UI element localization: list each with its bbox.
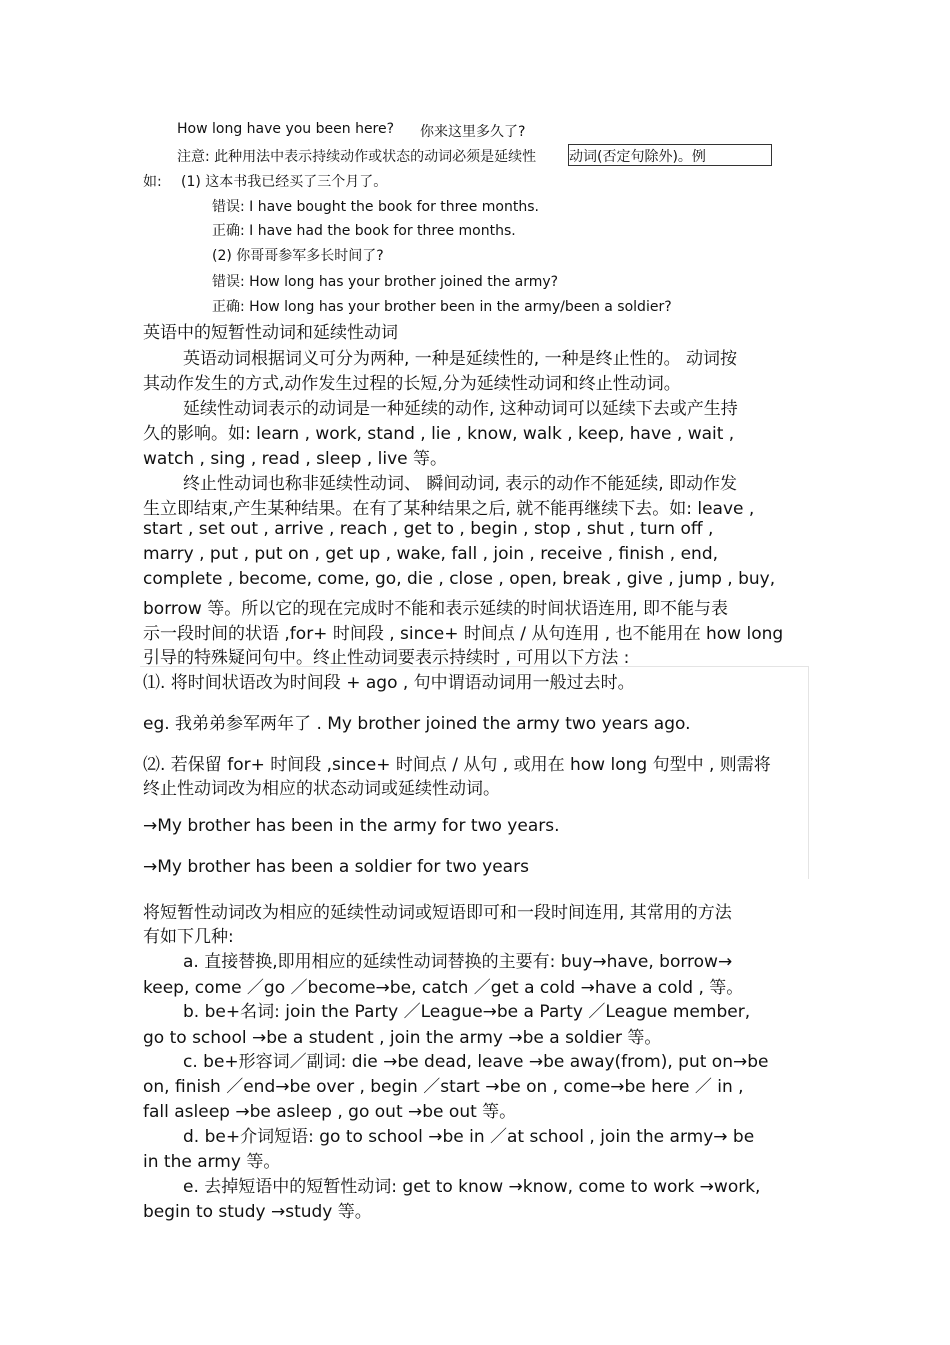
- body-line: 延续性动词表示的动词是一种延续的动作, 这种动词可以延续下去或产生持: [183, 399, 738, 419]
- section-heading: 英语中的短暂性动词和延续性动词: [143, 323, 398, 343]
- body-line: 其动作发生的方式,动作发生过程的长短,分为延续性动词和终止性动词。: [143, 374, 681, 394]
- example-2-right: 正确: How long has your brother been in the army/been a soldier?: [212, 299, 672, 315]
- body-line: 久的影响。如: learn , work, stand , lie , know, walk , keep, have , wait ,: [143, 424, 735, 444]
- tail-line: go to school →be a student , join the army →be a soldier 等。: [143, 1028, 662, 1048]
- body-line: 生立即结束,产生某种结果。在有了某种结果之后, 就不能再继续下去。如: leave ,: [143, 499, 755, 519]
- example-2-wrong: 错误: How long has your brother joined the army?: [212, 274, 559, 290]
- note-text: 注意: 此种用法中表示持续动作或状态的动词必须是延续性: [177, 149, 537, 165]
- method-2-cont: 终止性动词改为相应的状态动词或延续性动词。: [143, 779, 500, 799]
- example-label: 如:: [143, 174, 162, 190]
- tail-line: in the army 等。: [143, 1152, 281, 1172]
- body-line: borrow 等。所以它的现在完成时不能和表示延续的时间状语连用, 即不能与表: [143, 599, 729, 619]
- example-1-wrong: 错误: I have bought the book for three months.: [212, 199, 539, 215]
- tail-line: begin to study →study 等。: [143, 1202, 372, 1222]
- example-2: (2) 你哥哥参军多长时间了?: [212, 248, 384, 264]
- method-2: ⑵. 若保留 for+ 时间段 ,since+ 时间点 / 从句 , 或用在 how long 句型中 , 则需将: [143, 755, 771, 775]
- body-line: 引导的特殊疑问句中。终止性动词要表示持续时 , 可用以下方法 :: [143, 648, 630, 668]
- method-2-example-1: →My brother has been in the army for two years.: [143, 816, 560, 836]
- note-text-boxed: 动词(否定句除外)。例: [569, 149, 706, 165]
- question-chinese: 你来这里多久了?: [420, 124, 526, 140]
- tail-line: keep, come ／go ／become→be, catch ／get a cold →have a cold , 等。: [143, 978, 744, 998]
- tail-line: a. 直接替换,即用相应的延续性动词替换的主要有: buy→have, borrow→: [183, 952, 733, 972]
- tail-line: on, finish ／end→be over , begin ／start →be on , come→be here ／ in ,: [143, 1077, 744, 1097]
- body-line: 终止性动词也称非延续性动词、 瞬间动词, 表示的动作不能延续, 即动作发: [183, 474, 738, 494]
- tail-line: b. be+名词: join the Party ／League→be a Party ／League member,: [183, 1002, 751, 1022]
- tail-line: 有如下几种:: [143, 927, 234, 947]
- tail-line: 将短暂性动词改为相应的延续性动词或短语即可和一段时间连用, 其常用的方法: [143, 903, 732, 923]
- method-2-example-2: →My brother has been a soldier for two years: [143, 857, 529, 877]
- tail-line: e. 去掉短语中的短暂性动词: get to know →know, come to work →work,: [183, 1177, 761, 1197]
- question-english: How long have you been here?: [177, 121, 395, 137]
- method-1-example: eg. 我弟弟参军两年了 . My brother joined the army two years ago.: [143, 714, 691, 734]
- tail-line: c. be+形容词／副词: die →be dead, leave →be away(from), put on→be: [183, 1052, 769, 1072]
- example-1-right: 正确: I have had the book for three months.: [212, 223, 516, 239]
- body-line: watch , sing , read , sleep , live 等。: [143, 449, 448, 469]
- example-1: (1) 这本书我已经买了三个月了。: [181, 174, 388, 190]
- tail-line: d. be+介词短语: go to school →be in ／at school , join the army→ be: [183, 1127, 755, 1147]
- tail-line: fall asleep →be asleep , go out →be out 等。: [143, 1102, 517, 1122]
- body-line: complete , become, come, go, die , close , open, break , give , jump , buy,: [143, 569, 776, 589]
- body-line: 示一段时间的状语 ,for+ 时间段 , since+ 时间点 / 从句连用 , 也不能用在 how long: [143, 624, 784, 644]
- body-line: 英语动词根据词义可分为两种, 一种是延续性的, 一种是终止性的。 动词按: [183, 349, 738, 369]
- method-1: ⑴. 将时间状语改为时间段 + ago , 句中谓语动词用一般过去时。: [143, 673, 635, 693]
- body-line: start , set out , arrive , reach , get to , begin , stop , shut , turn off ,: [143, 519, 714, 539]
- body-line: marry , put , put on , get up , wake, fall , join , receive , finish , end,: [143, 544, 719, 564]
